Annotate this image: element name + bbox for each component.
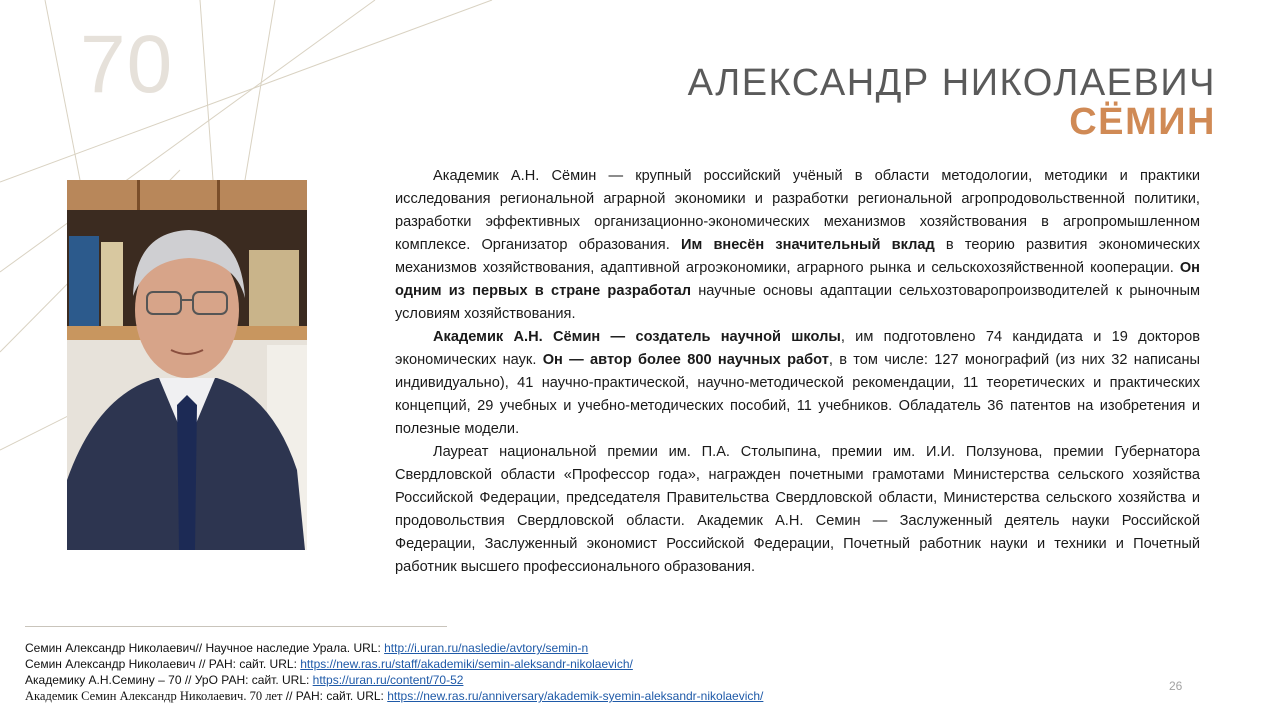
reference-link[interactable]: https://new.ras.ru/staff/akademiki/semin-aleksandr-nikolaevich/ — [300, 657, 633, 671]
portrait-photo — [67, 180, 307, 550]
biography-paragraph-3: Лауреат национальной премии им. П.А. Столыпина, премии им. И.И. Ползунова, премии Губернатора Свердловской области «Профессор года», награжден почетными грамотами Министерства сельского хозяйства Российской Федерации, председателя Правительства Свердловской области, Министерства сельского хозяйства и продовольствия Свердловской области. Академик А.Н. Семин — Заслуженный деятель науки Российской Федерации, Заслуженный экономист Российской Федерации, Почетный работник науки и техники и Почетный работник высшего профессионального образования. — [395, 444, 1200, 575]
title-surname: СЁМИН — [1069, 101, 1216, 143]
anniversary-number: 70 — [80, 19, 174, 110]
reference-item: Академику А.Н.Семину – 70 // УрО РАН: сайт. URL: https://uran.ru/content/70-52 — [25, 673, 464, 687]
page-number: 26 — [1169, 679, 1183, 693]
biography-paragraph-2: Академик А.Н. Сёмин — создатель научной школы, им подготовлено 74 кандидата и 19 докторов экономических наук. Он — автор более 800 научных работ, в том числе: 127 монографий (из них 32 написаны индивидуально), 41 научно-практической, научно-методической рекомендации, 11 теоретических и практических концепций, 29 учебных и учебно-методических пособий, 11 учебников. Обладатель 36 патентов на изобретения и полезные модели. — [395, 329, 1200, 437]
reference-item: Семин Александр Николаевич// Научное наследие Урала. URL: http://i.uran.ru/nasledie/avtory/semin-n — [25, 641, 589, 655]
references-divider — [25, 626, 447, 627]
biography-text — [395, 165, 1200, 579]
reference-item: Семин Александр Николаевич // РАН: сайт. URL: https://new.ras.ru/staff/akademiki/semin-aleksandr-nikolaevich/ — [25, 657, 633, 671]
reference-item: Академик Семин Александр Николаевич. 70 лет // РАН: сайт. URL: https://new.ras.ru/anniversary/akademik-syemin-aleksandr-nikolaevich/ — [25, 689, 764, 703]
title-first-name: АЛЕКСАНДР НИКОЛАЕВИЧ — [687, 62, 1216, 104]
biography-paragraph-1: Академик А.Н. Сёмин — крупный российский учёный в области методологии, методики и практики исследования региональной аграрной экономики и разработки региональной агропродовольственной политики, разработки эффективных организационно-экономических механизмов хозяйствования в агропромышленном комплексе. Организатор образования. Им внесён значительный вклад в теорию развития экономических механизмов хозяйствования, адаптивной агроэкономики, аграрного рынка и сельскохозяйственной кооперации. Он одним из первых в стране разработал научные основы адаптации сельхозтоваропроизводителей к рыночным условиям хозяйствования. — [395, 168, 1200, 322]
reference-link[interactable]: http://i.uran.ru/nasledie/avtory/semin-n — [384, 641, 589, 655]
reference-link[interactable]: https://new.ras.ru/anniversary/akademik-syemin-aleksandr-nikolaevich/ — [387, 689, 764, 703]
reference-link[interactable]: https://uran.ru/content/70-52 — [312, 673, 464, 687]
references-list — [25, 640, 763, 704]
